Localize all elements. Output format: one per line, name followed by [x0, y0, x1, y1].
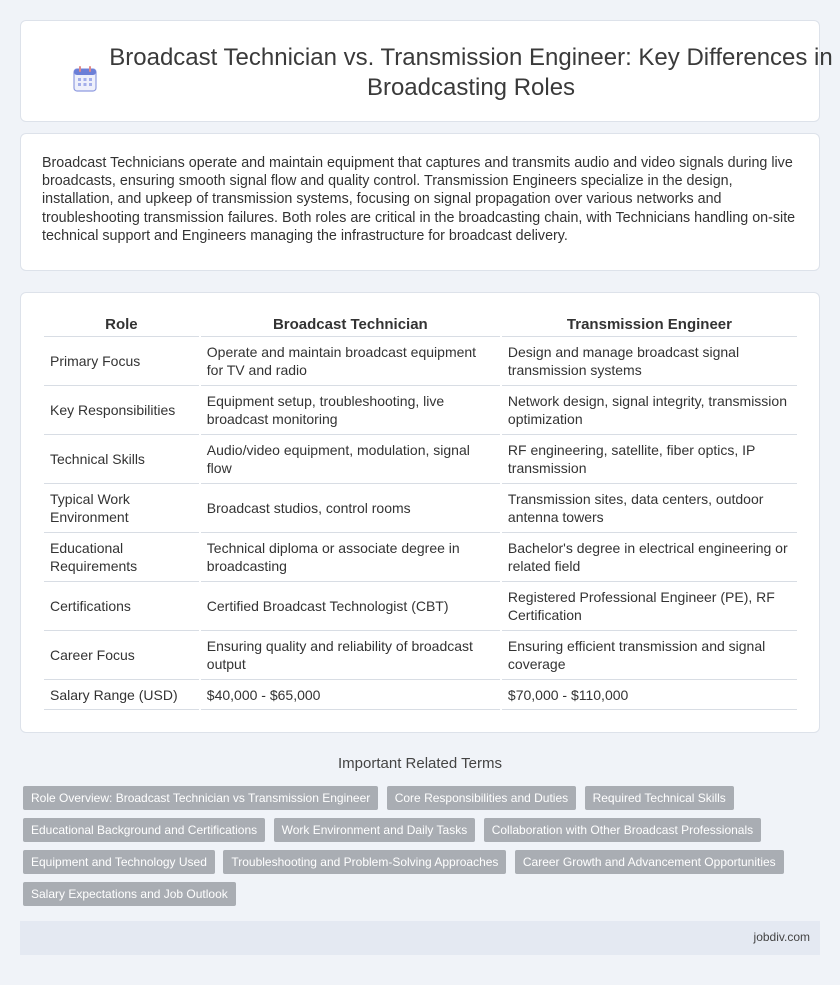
table-row — [44, 533, 797, 582]
table-row — [44, 386, 797, 435]
row-label: Technical Skills — [44, 435, 199, 484]
row-label: Salary Range (USD) — [44, 680, 199, 710]
header-broadcast-technician: Broadcast Technician — [201, 315, 500, 337]
row-label: Educational Requirements — [44, 533, 199, 582]
engineer-cell: $70,000 - $110,000 — [502, 680, 797, 710]
technician-cell: Equipment setup, troubleshooting, live broadcast monitoring — [201, 386, 500, 435]
row-label: Primary Focus — [44, 337, 199, 386]
related-term-tag[interactable]: Core Responsibilities and Duties — [387, 786, 576, 810]
row-label: Key Responsibilities — [44, 386, 199, 435]
technician-cell: Ensuring quality and reliability of broadcast output — [201, 631, 500, 680]
footer — [20, 921, 820, 955]
title-card — [20, 20, 833, 122]
related-term-tag[interactable]: Equipment and Technology Used — [23, 850, 215, 874]
footer-site-link[interactable]: jobdiv.com — [753, 930, 810, 944]
table-header-row — [44, 315, 797, 337]
table-row — [44, 631, 797, 680]
table-row — [44, 582, 797, 631]
row-label: Certifications — [44, 582, 199, 631]
engineer-cell: Bachelor's degree in electrical engineering or related field — [502, 533, 797, 582]
technician-cell: Broadcast studios, control rooms — [201, 484, 500, 533]
technician-cell: Certified Broadcast Technologist (CBT) — [201, 582, 500, 631]
related-term-tag[interactable]: Troubleshooting and Problem-Solving Approaches — [223, 850, 506, 874]
engineer-cell: Registered Professional Engineer (PE), RF Certification — [502, 582, 797, 631]
engineer-cell: Design and manage broadcast signal transmission systems — [502, 337, 797, 386]
related-term-tag[interactable]: Role Overview: Broadcast Technician vs Transmission Engineer — [23, 786, 378, 810]
related-term-tag[interactable]: Educational Background and Certifications — [23, 818, 265, 842]
header-transmission-engineer: Transmission Engineer — [502, 315, 797, 337]
technician-cell: Operate and maintain broadcast equipment for TV and radio — [201, 337, 500, 386]
table-row — [44, 435, 797, 484]
related-term-tag[interactable]: Work Environment and Daily Tasks — [274, 818, 476, 842]
related-term-tag[interactable]: Salary Expectations and Job Outlook — [23, 882, 236, 906]
comparison-table — [42, 315, 799, 710]
related-terms-title: Important Related Terms — [338, 755, 502, 772]
related-term-tag[interactable]: Collaboration with Other Broadcast Professionals — [484, 818, 761, 842]
intro-card — [20, 133, 820, 271]
row-label: Career Focus — [44, 631, 199, 680]
technician-cell: Technical diploma or associate degree in broadcasting — [201, 533, 500, 582]
table-row — [44, 337, 797, 386]
engineer-cell: Network design, signal integrity, transmission optimization — [502, 386, 797, 435]
related-term-tag[interactable]: Career Growth and Advancement Opportunities — [515, 850, 784, 874]
intro-paragraph: Broadcast Technicians operate and maintain equipment that captures and transmits audio and video signals during live broadcasts, ensuring smooth signal flow and quality control. Transmission Engineers specialize in the design, installation, and upkeep of transmission systems, focusing on signal propagation over various networks and troubleshooting transmission failures. Both roles are critical in the broadcasting chain, with Technicians handling on-site technical support and Engineers managing the infrastructure for broadcast delivery. — [42, 155, 796, 244]
table-row — [44, 484, 797, 533]
engineer-cell: RF engineering, satellite, fiber optics, IP transmission — [502, 435, 797, 484]
page-title: Broadcast Technician vs. Transmission Engineer: Key Differences in Broadcasting Roles — [109, 44, 833, 101]
related-terms-tags — [23, 786, 813, 914]
table-row — [44, 680, 797, 710]
engineer-cell: Ensuring efficient transmission and signal coverage — [502, 631, 797, 680]
related-term-tag[interactable]: Required Technical Skills — [585, 786, 734, 810]
comparison-card — [20, 292, 820, 733]
header-role: Role — [44, 315, 199, 337]
row-label: Typical Work Environment — [44, 484, 199, 533]
technician-cell: $40,000 - $65,000 — [201, 680, 500, 710]
technician-cell: Audio/video equipment, modulation, signal flow — [201, 435, 500, 484]
engineer-cell: Transmission sites, data centers, outdoor antenna towers — [502, 484, 797, 533]
